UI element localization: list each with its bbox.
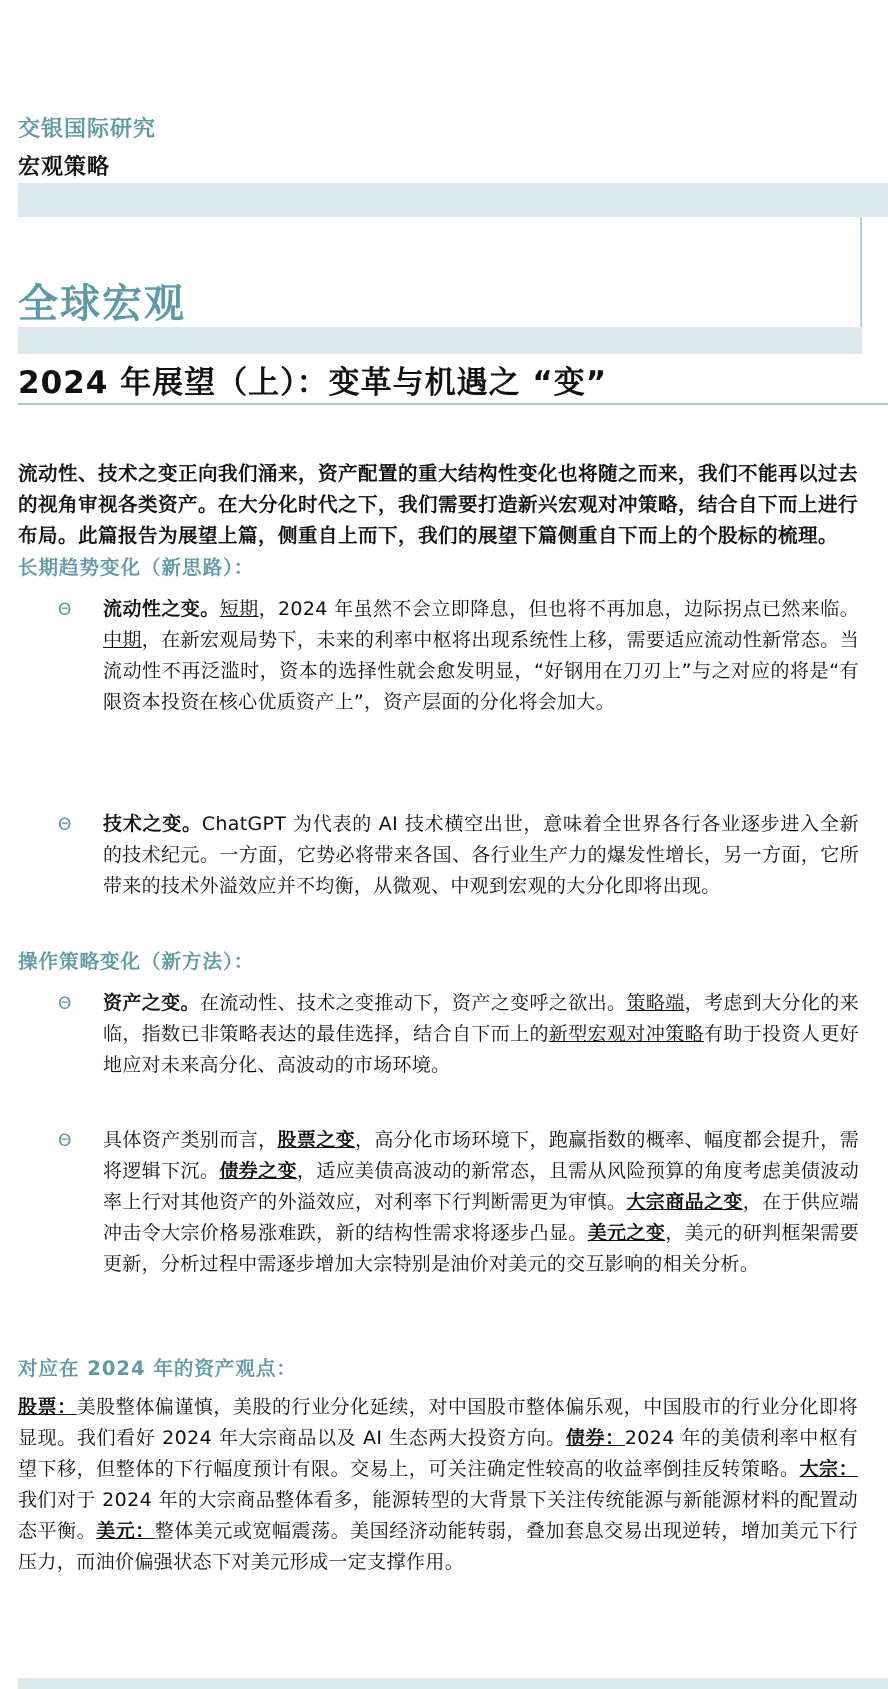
asset-text-2: ，考虑到大分化的来临，指数已非策略表达的最佳选择，结合自下而上的 — [103, 992, 859, 1045]
section-title: 全球宏观 — [18, 281, 186, 327]
bullet-icon: Θ — [58, 815, 72, 835]
commodity-change-label: 大宗商品之变 — [626, 1191, 743, 1213]
header-band — [18, 183, 888, 217]
technology-text: ChatGPT 为代表的 AI 技术横空出世，意味着全世界各行各业逐步进入全新的技术纪元。一方面，它势必将带来各国、各行业生产力的爆发性增长，另一方面，它所带来的技术外溢效应并不均衡，从微观、中观到宏观的大分化即将出现。 — [103, 813, 859, 897]
report-category: 宏观策略 — [18, 155, 111, 180]
technology-title: 技术之变。 — [103, 813, 202, 835]
equity-change-label: 股票之变 — [277, 1129, 356, 1151]
footer-band — [18, 1678, 888, 1689]
asset-text-1: 在流动性、技术之变推动下，资产之变呼之欲出。 — [199, 992, 627, 1014]
liquidity-title: 流动性之变。 — [103, 598, 220, 620]
bullet-icon: Θ — [58, 994, 72, 1014]
commodity-view-text: 我们对于 2024 年的大宗商品整体看多，能源转型的大背景下关注传统能源与新能源材料的配置动态平衡。 — [18, 1489, 858, 1542]
strategy-label: 策略端 — [626, 992, 685, 1014]
equity-view-label: 股票： — [18, 1396, 77, 1418]
equity-change-text: ，高分化市场环境下，跑赢指数的概率、幅度都会提升，需将逻辑下沉。 — [103, 1129, 859, 1182]
usd-view-label: 美元： — [96, 1520, 155, 1542]
bond-view-label: 债券： — [565, 1427, 625, 1449]
mid-term-label: 中期 — [103, 629, 142, 651]
asset-bullet — [103, 988, 859, 1081]
bond-view-text: 2024 年的美债利率中枢有望下移，但整体的下行幅度预计有限。交易上，可关注确定性较高的收益率倒挂反转策略。 — [18, 1427, 858, 1480]
brand-name: 交银国际研究 — [18, 117, 157, 142]
summary-paragraph: 流动性、技术之变正向我们涌来，资产配置的重大结构性变化也将随之而来，我们不能再以过去的视角审视各类资产。在大分化时代之下，我们需要打造新兴宏观对冲策略，结合自下而上进行布局。此篇报告为展望上篇，侧重自上而下，我们的展望下篇侧重自下而上的个股标的梳理。 — [18, 462, 859, 547]
asset-title: 资产之变。 — [103, 992, 200, 1014]
bullet-icon: Θ — [58, 600, 72, 620]
bond-change-text: ，适应美债高波动的新常态，且需从风险预算的角度考虑美债波动率上行对其他资产的外溢效应，对利率下行判断需更为审慎。 — [103, 1160, 859, 1213]
views-heading: 对应在 2024 年的资产观点： — [18, 1357, 297, 1380]
short-term-text: ，2024 年虽然不会立即降息，但也将不再加息，边际拐点已然来临。 — [258, 598, 859, 620]
liquidity-bullet — [103, 594, 859, 718]
usd-change-text: ，美元的研判框架需要更新，分析过程中需逐步增加大宗特别是油价对美元的交互影响的相关分析。 — [103, 1222, 859, 1275]
short-term-label: 短期 — [219, 598, 259, 620]
usd-view-text: 整体美元或宽幅震荡。美国经济动能转弱，叠加套息交易出现逆转，增加美元下行压力，而油价偏强状态下对美元形成一定支撑作用。 — [18, 1520, 859, 1573]
mid-term-text: ，在新宏观局势下，未来的利率中枢将出现系统性上移，需要适应流动性新常态。当流动性不再泛滥时，资本的选择性就会愈发明显，“好钢用在刀刃上”与之对应的将是“有限资本投资在核心优质资产上”，资产层面的分化将会加大。 — [103, 629, 859, 713]
equity-view-text: 美股整体偏谨慎，美股的行业分化延续，对中国股市整体偏乐观，中国股市的行业分化即将显现。我们看好 2024 年大宗商品以及 AI 生态两大投资方向。 — [18, 1396, 858, 1449]
header-divider — [860, 217, 862, 327]
commodity-change-text: ，在于供应端冲击令大宗价格易涨难跌，新的结构性需求将逐步凸显。 — [103, 1191, 859, 1244]
asset-views-paragraph — [18, 1392, 858, 1578]
title-rule — [18, 403, 888, 405]
bullet-icon: Θ — [58, 1131, 72, 1151]
categories-intro: 具体资产类别而言， — [103, 1129, 278, 1151]
asset-categories-bullet — [103, 1125, 859, 1280]
report-title: 2024 年展望（上）：变革与机遇之 “变” — [18, 365, 608, 401]
usd-change-label: 美元之变 — [587, 1222, 666, 1244]
asset-text-3: 有助于投资人更好地应对未来高分化、高波动的市场环境。 — [103, 1023, 859, 1076]
bond-change-label: 债券之变 — [219, 1160, 297, 1182]
commodity-view-label: 大宗： — [799, 1458, 858, 1480]
technology-bullet — [103, 809, 859, 902]
operation-heading: 操作策略变化（新方法）： — [18, 950, 255, 973]
long-term-heading: 长期趋势变化（新思路）： — [18, 556, 255, 579]
title-band — [18, 327, 862, 354]
hedge-strategy-label: 新型宏观对冲策略 — [548, 1023, 704, 1045]
